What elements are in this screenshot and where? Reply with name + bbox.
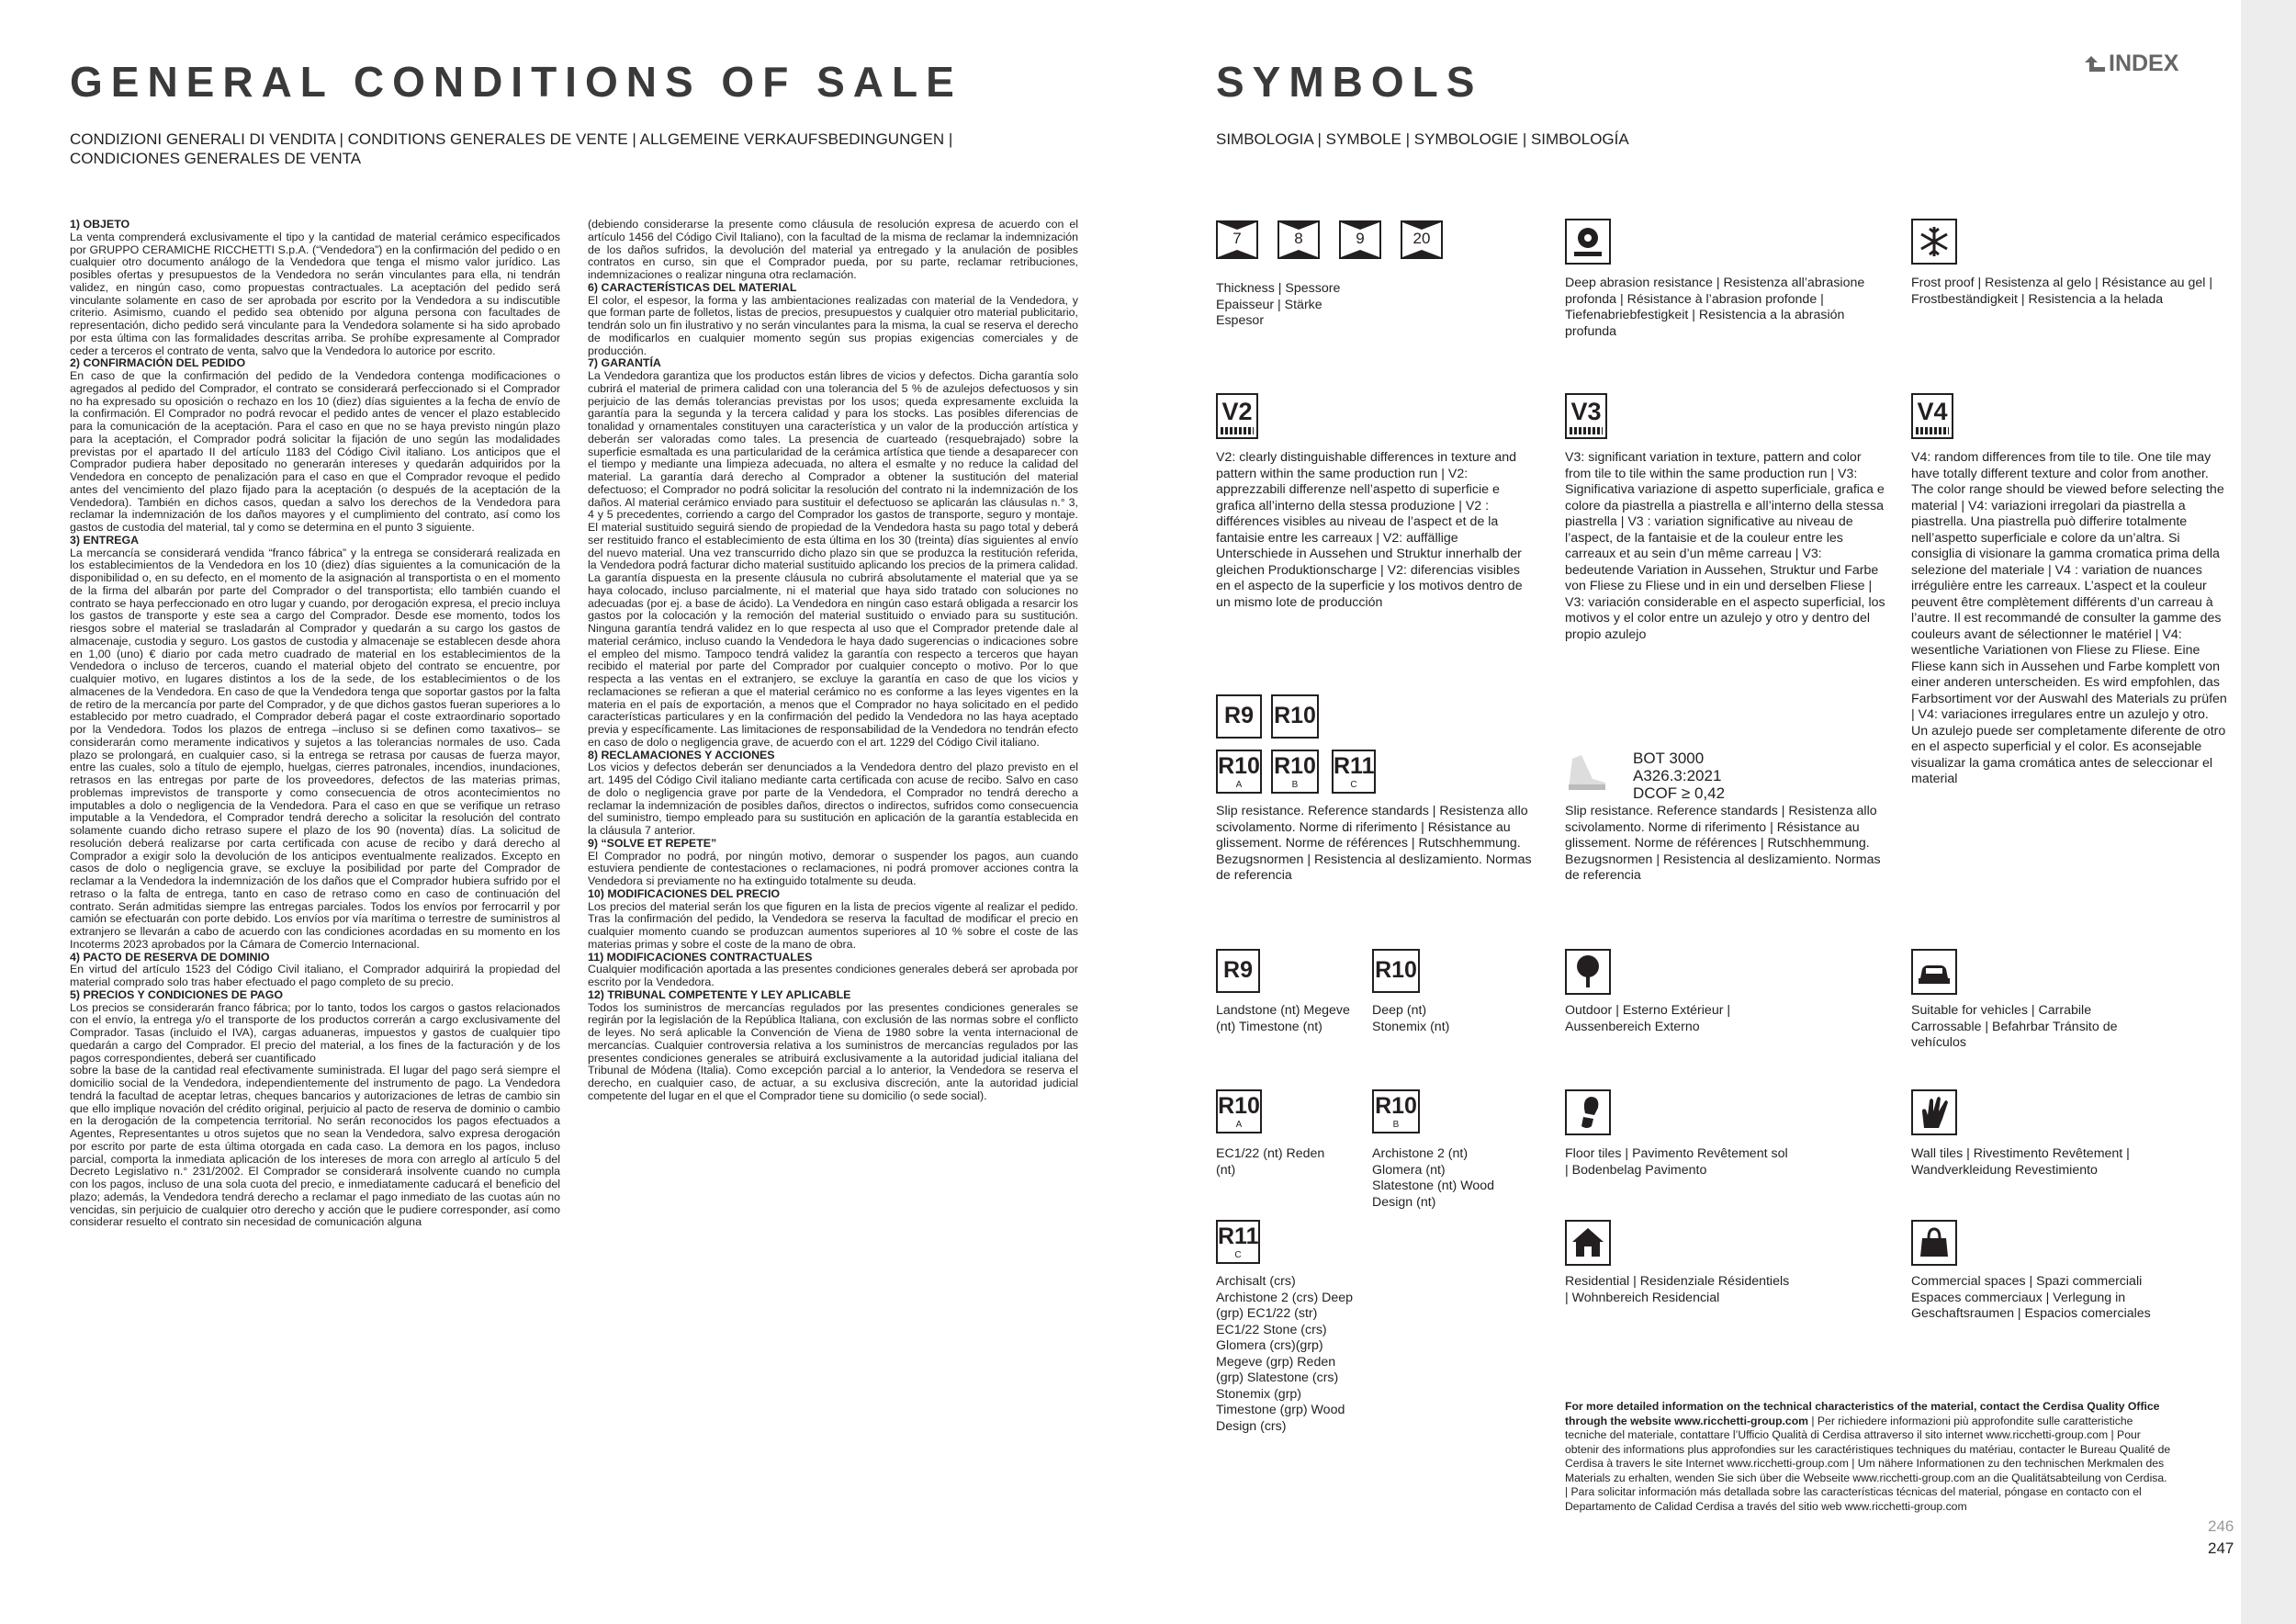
wall-label: Wall tiles | Rivestimento Revêtement | Wandverkleidung Revestimiento xyxy=(1911,1146,2130,1178)
section-title: 6) CARACTERÍSTICAS DEL MATERIAL xyxy=(588,280,797,294)
section-text: sobre la base de la cantidad real efectivamente suministrada. El lugar del pago será siempre el domicilio social de la Vendedora, independientemente del instrumento de pago. La Vendedora tendrá la facultad de aceptar letras, cheques bancarios y autorizaciones de letras de cambio sin que ello implique novación del crédito original, perjuicio al pacto de reserva de dominio o cambio en la derogación de la competencia territorial. No serán reconocidos los pagos efectuados a Agentes, Representantes u otros sujetos que no sean la Vendedora, salvo expresa derogación por escrito por parte de esta última otorgada en cada caso. La demora en los pagos, incluso parcial, comporta la inmediata aplicación de los intereses de mora con arreglo al artículo 5 del Decreto Legislativo n.° 231/2002. El Comprador se considerará insolvente cuando no cumpla con los pagos, incluso de una sola cuota del precio, e inmediatamente caducará el beneficio del plazo; además, la Vendedora tendrá derecho a reclamar el pago inmediato de las cuotas aún no vencidas, sin perjuicio de cualquier otro derecho y acción que le pudiere corresponder, así como considerar resuelto el contrato sin necesidad de comunicación alguna xyxy=(70,1064,560,1229)
section-title: 11) MODIFICACIONES CONTRACTUALES xyxy=(588,950,813,964)
thickness-icon: 8 xyxy=(1277,220,1320,259)
section-text: El color, el espesor, la forma y las ambientaciones realizadas con material de la Vendedora, y que forman parte de folletos, listas de precios, presupuestos y cualquier otro material publicitario, tendrán solo un fin ilustrativo y no serán vinculantes para la misma, la cual se reserva el derecho de modificarlos en cualquier momento según sus propias exigencias comerciales y de producción. xyxy=(588,293,1078,357)
tree-icon xyxy=(1565,949,1611,995)
page-number-right: 247 xyxy=(2208,1539,2234,1557)
r10-product-list: Deep (nt) Stonemix (nt) xyxy=(1372,1003,1450,1034)
r11c-badge: R11 C xyxy=(1216,1220,1260,1264)
section-text: (debiendo considerarse la presente como cláusula de resolución expresa de acuerdo con el artículo 1456 del Código Civil Italiano), con la facultad de la misma de reclamar la indemnización de los daños sufridos, la devolución del material ya entregado y la anulación de posibles contratos en curso, sin que el Comprador pueda, por su parte, reclamar retribuciones, indemnizaciones o realizar ninguna otra reclamación. xyxy=(588,218,1078,281)
thickness-icon: 20 xyxy=(1401,220,1443,259)
section-title: 1) OBJETO xyxy=(70,218,130,231)
v2-label: V2: clearly distinguishable differences in texture and pattern within the same production run | V2: apprezzabili differenze nell’aspetto di superficie e grafica all’interno della stessa produzione | V2 : différences visibles au niveau de l’aspect et de la fantaisie entre les carreaux | V2: auffällige Unterschiede in Aussehen und Struktur innerhalb der gleichen Produktionscharge | V2: diferencias visibles en el aspecto de la superficie y los motivos dentro de un mismo lote de producción xyxy=(1216,450,1523,610)
arrow-up-icon xyxy=(2083,54,2107,74)
quality-note-text: | Per richiedere informazioni più approfondite sulle caratteristiche tecniche del materiale, contattare l’Ufficio Qualità di Cerdisa attraverso il sito internet www.ricchetti-group.com | Pour obtenir des informations plus approfondies sur les caractéristiques techniques du matériau, contacter le Bureau Qualité de Cerdisa à travers le site Internet www.ricchetti-group.com | Um nähere Informationen zu den technischen Merkmalen des Materials zu erhalten, wenden Sie sich über die Webseite www.ricchetti-group.com an die Qualitätsabteilung von Cerdisa. | Para solicitar información más detallada sobre las características técnicas del material, póngase en contacto con el Departamento de Calidad Cerdisa a través del sitio web www.ricchetti-group.com xyxy=(1565,1414,2171,1513)
r10a-product-list: EC1/22 (nt) Reden (nt) xyxy=(1216,1146,1325,1178)
residential-label: Residential | Residenziale Résidentiels | Wohnbereich Residencial xyxy=(1565,1274,1790,1305)
section-text: La venta comprenderá exclusivamente el tipo y la cantidad de material cerámico especificados por GRUPPO CERAMICHE RICCHETTI S.p.A. (“Vendedora”) en la confirmación del pedido o en cualquier otro documento análogo de la Vendedora que tenga el mismo valor jurídico. Las posibles ofertas y presupuestos de la Vendedora no serán vinculantes para ella, ni tendrán validez, en ningún caso, como propuestas contractuales. La aceptación del pedido será vinculante solamente en caso de ser aprobada por escrito por la Vendedora a su indiscutible criterio. Asimismo, cuando el pedido sea obtenido por alguna persona con facultades de representación, dicho pedido será vinculante para la Vendedora solamente si ha sido aprobado por esta última con las formalidades descritas arriba. Se prohíbe expresamente al Comprador ceder a terceros el contrato de venta, salvo que la Vendedora lo autorice por escrito. xyxy=(70,230,560,357)
section-title: 5) PRECIOS Y CONDICIONES DE PAGO xyxy=(70,987,284,1001)
v3-label: V3: significant variation in texture, pattern and color from tile to tile within the same production run | V3: Significativa variazione di aspetto superficiale, grafica e colore da piastrella a piastrella e all’interno della stessa piastrella | V3 : variation significative au niveau de l’aspect, de la fantaisie et de la couleur entre les carreaux et au sein d’un même carreau | V3: bedeutende Variation in Aussehen, Struktur und Farbe von Fliese zu Fliese und in ein und derselben Fliese | V3: variación considerable en el aspecto superficial, los motivos y el color entre un azulejo y otro y dentro del propio azulejo xyxy=(1565,450,1885,642)
bot-standard: BOT 3000 A326.3:2021 DCOF ≥ 0,42 xyxy=(1633,750,1726,802)
symbols-subtitle: SIMBOLOGIA | SYMBOLE | SYMBOLOGIE | SIMBOLOGÍA xyxy=(1216,130,1629,148)
v4-badge-icon: V4 xyxy=(1911,393,1953,439)
snowflake-icon xyxy=(1911,219,1957,265)
section-title: 7) GARANTÍA xyxy=(588,356,661,370)
section-text: Todos los suministros de mercancías regulados por las presentes condiciones generales se regirán por la legislación de la República Italiana, con exclusión de las normas sobre el conflicto de leyes. No será aplicable la Convención de Viena de 1980 sobre la venta internacional de mercancías. Cualquier controversia relativa a los suministros de mercancías regulados por las presentes condiciones generales se atribuirá exclusivamente a la autoridad judicial italiana del Tribunal de Módena (Italia). Como excepción parcial a lo anterior, la Vendedora se reserva el derecho, en cualquier caso, de actuar, a su exclusiva discreción, ante la autoridad judicial competente del lugar en el que el Comprador tiene su domicilio (o sede social). xyxy=(588,1000,1078,1102)
section-text: Cualquier modificación aportada a las presentes condiciones generales deberá ser aprobada por escrito por la Vendedora. xyxy=(588,963,1078,988)
frost-label: Frost proof | Resistenza al gelo | Résistance au gel | Frostbeständigkeit | Resistencia a la helada xyxy=(1911,276,2213,307)
abrasion-icon xyxy=(1565,219,1611,265)
r10a-badge: R10 A xyxy=(1216,1089,1262,1133)
section-title: 10) MODIFICACIONES DEL PRECIO xyxy=(588,886,781,900)
section-text: Los precios del material serán los que figuren en la lista de precios vigente al realizar el pedido. Tras la confirmación del pedido, la Vendedora se reserva la facultad de modificar el precio en cualquier momento cuando se produzcan aumentos superiores al 10 % sobre el coste de las materias primas y sobre el coste de la mano de obra. xyxy=(588,899,1078,951)
v3-badge-icon: V3 xyxy=(1565,393,1607,439)
r11c-product-list: Archisalt (crs) Archistone 2 (crs) Deep (grp) EC1/22 (str) EC1/22 Stone (crs) Glomera (crs)(grp) Megeve (grp) Reden (grp) Slatestone (crs) Stonemix (grp) Timestone (grp) Wood Design (crs) xyxy=(1216,1274,1354,1434)
thickness-label: Thickness | Spessore Epaisseur | Stärke Espesor xyxy=(1216,281,1341,328)
r10-badge: R10 xyxy=(1271,694,1319,739)
quality-note-bold: For more detailed information on the technical characteristics of the material, contact the Cerdisa Quality Office through the website www.ricchetti-group.com xyxy=(1565,1400,2160,1427)
r10b-badge: R10 B xyxy=(1271,750,1319,794)
hand-wall-icon xyxy=(1911,1089,1957,1135)
section-title: 4) PACTO DE RESERVA DE DOMINIO xyxy=(70,950,270,964)
section-title: 2) CONFIRMACIÓN DEL PEDIDO xyxy=(70,356,246,370)
shopping-bag-icon xyxy=(1911,1220,1957,1266)
section-text: La mercancía se considerará vendida “franco fábrica” y la entrega se considerará realizada en los establecimientos de la Vendedora en los 10 (diez) días siguientes a la comunicación de la disponibilidad o, en su defecto, en el momento de la asignación al transportista o en el momento de la firma del albarán por parte del Comprador o del transportista; ello también cuando el contrato se haya perfeccionado en otro lugar y cuando, por derogación expresa, el precio incluya los gastos de transporte y este sea a cargo del Comprador. Desde ese momento, todos los riesgos sobre el material se trasladarán al Comprador y quedarán a su cargo los gastos de almacenaje, custodia y seguro. Los gastos de custodia y almacenaje se establecen desde ahora en 1,00 (uno) € diario por cada metro cuadrado de material en los establecimientos de la Vendedora o incluso de terceros, cuando el material objeto del contrato se encuentre, por cualquier motivo, en lugares distintos a los de la sede, de los establecimientos o de los almacenes de la Vendedora. En caso de que la Vendedora tenga que soportar gastos por la falta de retiro de la mercancía por parte del Comprador, y de que dichos gastos fueran superiores a lo establecido por metro cuadrado, el Comprador deberá pagar el coste extraordinario soportado por la Vendedora. Todos los plazos de entrega –incluso si se definen como taxativos– se considerarán como meramente indicativos y sujetos a las tolerancias normales de uso. Cada plazo se prolongará, en cualquier caso, si la entrega se retrasa por causas de fuerza mayor, entre las cuales, solo a título de ejemplo, huelgas, cierres patronales, incendios, inundaciones, retrasos en las entregas por parte de los proveedores, defectos de las materias primas, problemas imprevistos de transporte y como consecuencia de otros acontecimientos no imputables a dolo o negligencia de la Vendedora. Para el caso en que se verifique un retraso imputable a la Vendedora, el Comprador tendrá derecho a solicitar la resolución del contrato solamente cuando dicho retraso supere el plazo de los 90 (noventa) días. La solicitud de resolución deberá realizarse por carta certificada con acuse de recibo y dará derecho al Comprador a exigir solo la devolución de los anticipos eventualmente realizados. Excepto en casos de dolo o negligencia grave, se excluye la posibilidad por parte del Comprador de reclamar a la Vendedora la indemnización de los daños que el Comprador hubiera sufrido por el retraso o la falta de entrega, tanto en caso de retraso como en caso de continuación del contrato. Serán admitidas siempre las entregas parciales. Todos los envíos por ferrocarril y por camión se efectuarán con porte debido. Los envíos por vía marítima o terrestre de suministros al extranjero se llevarán a cabo de acuerdo con las condiciones acordadas en su momento en los Incoterms 2023 aprobados por la Cámara de Comercio Internacional. xyxy=(70,546,560,951)
car-icon xyxy=(1911,949,1957,995)
section-text: Los vicios y defectos deberán ser denunciados a la Vendedora dentro del plazo previsto en el art. 1495 del Código Civil italiano mediante carta certificada con acuse de recibo. Salvo en caso de dolo o negligencia grave por parte de la Vendedora, el Comprador no tendrá derecho a reclamar la indemnización de posibles daños, directos o indirectos, sufridos como consecuencia del suministro, tiempo empleado para su sustitución en aplicación de la garantía establecida en la cláusula 7 anterior. xyxy=(588,761,1078,837)
section-text: La Vendedora garantiza que los productos están libres de vicios y defectos. Dicha garantía solo cubrirá el material de primera calidad con una tolerancia del 5 % de azulejos defectuosos y sin perjuicio de las demás tolerancias previstas por los usos; queda expresamente excluida la garantía para la segunda y la tercera calidad y para los stocks. Las posibles diferencias de tonalidad y ornamentales constituyen una característica y un valor de la producción artística y deberán ser valoradas como tales. La presencia de cuarteado (resquebrajado) sobre la superficie esmaltada es una particularidad de la cerámica artística que tiende a desaparecer con el tiempo y mediante una limpieza adecuada, no altera el esmalte y no reduce la calidad del material. La garantía dará derecho al Comprador a obtener la sustitución del material defectuoso; el Comprador no podrá solicitar la resolución del contrato ni la indemnización de los daños. Al material cerámico enviado para sustituir el defectuoso se aplicarán las cláusulas n.° 3, 4 y 5 precedentes, corriendo a cargo del Comprador los gastos de transporte, seguro y montaje. El material sustituido seguirá siendo de propiedad de la Vendedora hasta su pago total y deberá ser restituido franco el establecimiento de esta última en los 30 (treinta) días siguientes al envío del nuevo material. Una vez transcurrido dicho plazo sin que se produzca la restitución referida, la Vendedora podrá facturar dicho material sustituido aplicando los precios de la primera calidad. La garantía dispuesta en la presente cláusula no cubrirá absolutamente el material que ya se haya colocado, incluso parcialmente, ni el material que haya sido tratado con soluciones no adecuadas (por ej. a base de ácido). La Vendedora en ningún caso estará obligada a resarcir los gastos por la colocación y la remoción del material sustituido o enviado para su sustitución. Ninguna garantía tendrá validez en lo que respecta al uso que el Comprador pretende dale al material cerámico, incluso cuando la Vendedora le haya dado sugerencias o indicaciones sobre el empleo del mismo. Tampoco tendrá validez la garantía con respecto a terceros que hayan recibido el material por parte del Comprador por cualquier concepto o motivo. Por lo que respecta a las ventas en el extranjero, se excluye la garantía en caso de que los vicios y reclamaciones se refieran a que el material cerámico no es conforme a las leyes vigentes en la materia en el país de exportación, a menos que el Comprador no haya solicitado en el pedido características particulares y en la confirmación del pedido la Vendedora no las haya aceptado previa y específicamente. Las limitaciones de responsabilidad de la Vendedora no tendrán efecto en caso de dolo o negligencia grave, de acuerdo con el art. 1229 del Código Civil italiano. xyxy=(588,369,1078,749)
v4-label: V4: random differences from tile to tile. One tile may have totally different texture and color from another. The color range should be viewed before selecting the material | V4: variazioni irregolari da piastrella a piastrella. Una piastrella può differire totalmente nell’aspetto superficiale e colore da un’altra. Si consiglia di visionare la gamma cromatica prima della selezione del materiale | V4 : variation de nuances irrégulière entre les carreaux. L’aspect et la couleur peuvent être complètement différents d’un carreau à l’autre. Il est recommandé de consulter la gamme des couleurs avant de sélectionner le matériel | V4: wesentliche Variationen von Fliese zu Fliese. Eine Fliese kann sich in Aussehen und Farbe komplett von einer anderen unterscheiden. Es wird empfohlen, das Farbsortiment vor der Auswahl des Materials zu prüfen | V4: variaciones irregulares entre un azulejo y otro. Un azulejo puede ser completamente diferente de otro en el aspecto superficial y el color. Es aconsejable visualizar la gama cromática antes de seleccionar el material xyxy=(1911,450,2227,786)
page-number-left: 246 xyxy=(2208,1517,2234,1535)
r10b-product-list: Archistone 2 (nt) Glomera (nt) Slatestone (nt) Wood Design (nt) xyxy=(1372,1146,1495,1210)
page-sidebar xyxy=(2241,0,2296,1624)
r9-badge: R9 xyxy=(1216,949,1260,993)
floor-label: Floor tiles | Pavimento Revêtement sol | Bodenbelag Pavimento xyxy=(1565,1146,1788,1178)
page-title: GENERAL CONDITIONS OF SALE xyxy=(70,58,962,106)
conditions-column-1 xyxy=(70,219,560,1229)
r11c-badge: R11 C xyxy=(1332,750,1376,794)
index-label: INDEX xyxy=(2109,51,2179,76)
shoe-sole-icon xyxy=(1565,748,1611,798)
section-title: 12) TRIBUNAL COMPETENTE Y LEY APLICABLE xyxy=(588,987,851,1001)
section-title: 9) “SOLVE ET REPETE” xyxy=(588,836,717,850)
r9-badge: R9 xyxy=(1216,694,1262,739)
bot-label: Slip resistance. Reference standards | Resistenza allo scivolamento. Norme di riferimento | Résistance au glissement. Norme de références | Rutschhemmung. Bezugsnormen | Resistencia al deslizamiento. Normas de referencia xyxy=(1565,804,1881,883)
vehicles-label: Suitable for vehicles | Carrabile Carrossable | Befahrbar Tránsito de vehículos xyxy=(1911,1003,2118,1050)
thickness-icon: 7 xyxy=(1216,220,1258,259)
page-subtitle: CONDIZIONI GENERALI DI VENDITA | CONDITIONS GENERALES DE VENTE | ALLGEMEINE VERKAUFSBEDINGUNGEN | CONDICIONES GENERALES DE VENTA xyxy=(70,130,953,167)
thickness-icon: 9 xyxy=(1339,220,1381,259)
section-text: En caso de que la confirmación del pedido de la Vendedora contenga modificaciones o agregados al pedido del Comprador, el contrato se considerará perfeccionado si el Comprador no ha expresado su oposición o rechazo en los 10 (diez) días siguientes a la fecha de envío de la confirmación. El Comprador no podrá revocar el pedido antes de vencer el plazo establecido para la comunicación de la aceptación. Para el caso en que no se haya previsto ningún plazo para la aceptación, el Comprador podrá solicitar la fijación de uno según las modalidades previstas por el apartado II del artículo 1183 del Código Civil italiano. Los anticipos que el Comprador pudiera haber depositado no generarán intereses y quedarán adquiridos por la Vendedora en concepto de penalización para el caso en que el Comprador revoque el pedido antes del vencimiento del plazo fijado para la aceptación (o después de la aceptación de la Vendedora). También en dichos casos, quedan a salvo los derechos de la Vendedora para reclamar la indemnización de los daños mayores y el cumplimiento del contrato, así como los gastos de custodia del material, tal y como se determina en el punto 3 siguiente. xyxy=(70,369,560,534)
conditions-column-2 xyxy=(588,219,1078,1103)
section-text: En virtud del artículo 1523 del Código Civil italiano, el Comprador adquirirá la propiedad del material comprado solo tras haber efectuado el pago completo de su precio. xyxy=(70,963,560,988)
house-icon xyxy=(1565,1220,1611,1266)
r10a-badge: R10 A xyxy=(1216,750,1262,794)
index-link[interactable] xyxy=(2083,51,2178,77)
v2-badge-icon: V2 xyxy=(1216,393,1258,439)
section-title: 3) ENTREGA xyxy=(70,533,140,547)
r10-badge: R10 xyxy=(1372,949,1420,993)
slip-label: Slip resistance. Reference standards | Resistenza allo scivolamento. Norme di riferimento | Résistance au glissement. Norme de références | Rutschhemmung. Bezugsnormen | Resistencia al deslizamiento. Normas de referencia xyxy=(1216,804,1532,883)
commercial-label: Commercial spaces | Spazi commerciali Espaces commerciaux | Verlegung in Geschaftsraumen | Espacios comerciales xyxy=(1911,1274,2151,1321)
section-text: El Comprador no podrá, por ningún motivo, demorar o suspender los pagos, aun cuando estuviera pendiente de contestaciones o reclamaciones, ni podrá promover acciones contra la Vendedora si previamente no ha extinguido totalmente su deuda. xyxy=(588,849,1078,887)
r9-product-list: Landstone (nt) Megeve (nt) Timestone (nt) xyxy=(1216,1003,1350,1034)
r10b-badge: R10 B xyxy=(1372,1089,1420,1133)
footprint-icon xyxy=(1565,1089,1611,1135)
section-title: 8) RECLAMACIONES Y ACCIONES xyxy=(588,748,775,761)
abrasion-label: Deep abrasion resistance | Resistenza all’abrasione profonda | Résistance à l’abrasion profonde | Tiefenabriebfestigkeit | Resistencia a la abrasión profunda xyxy=(1565,276,1865,339)
symbols-title: SYMBOLS xyxy=(1216,58,1483,106)
outdoor-label: Outdoor | Esterno Extérieur | Aussenbereich Externo xyxy=(1565,1003,1731,1034)
quality-office-note xyxy=(1565,1400,2171,1514)
section-text: Los precios se considerarán franco fábrica; por lo tanto, todos los cargos o gastos relacionados con el envío, la entrega y/o el transporte de los productos correrán a cargo exclusivamente del Comprador. Tasas (incluido el IVA), cargas aduaneras, impuestos y gastos de cualquier tipo quedarán a cargo del Comprador. El precio del material, a los fines de la facturación y de los pagos correspondientes, deberá ser cuantificado xyxy=(70,1000,560,1065)
